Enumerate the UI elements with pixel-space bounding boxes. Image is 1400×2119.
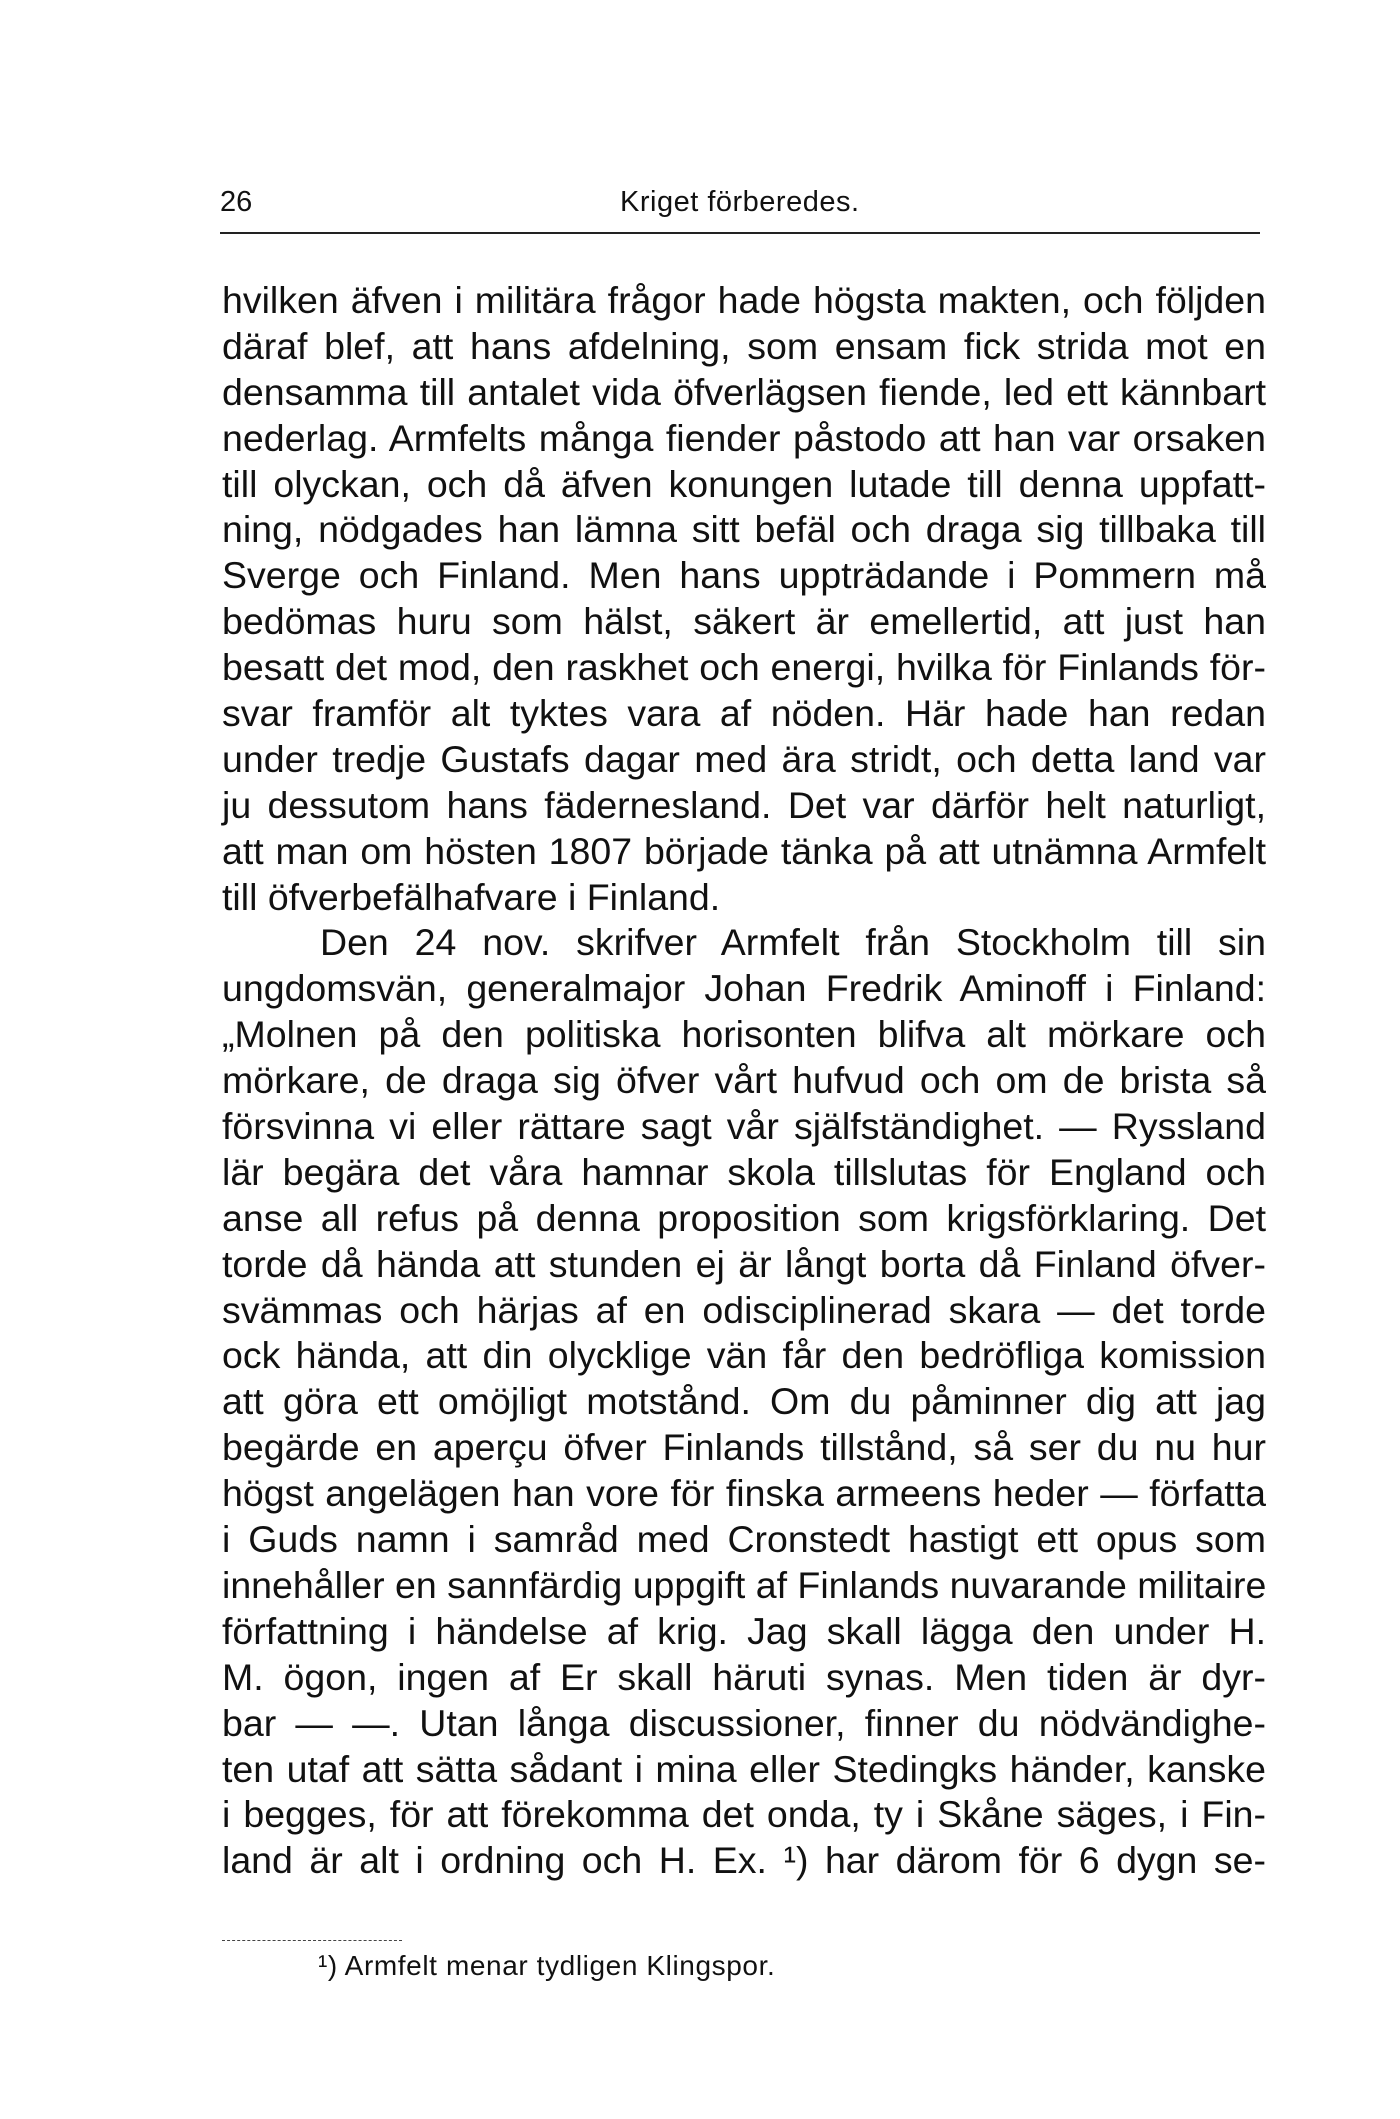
text-line: anse all refus på denna proposition som krigsförklaring. Det	[222, 1196, 1266, 1239]
text-line: M. ögon, ingen af Er skall häruti synas. Men tiden är dyr-	[222, 1655, 1266, 1698]
text-line: författning i händelse af krig. Jag skall lägga den under H.	[222, 1609, 1266, 1652]
text-line: högst angelägen han vore för finska armeens heder — författa	[222, 1472, 1266, 1515]
text-line: i Guds namn i samråd med Cronstedt hastigt ett opus som	[222, 1518, 1266, 1561]
text-line: att göra ett omöjligt motstånd. Om du påminner dig att jag	[222, 1380, 1266, 1423]
text-line: hvilken äfven i militära frågor hade högsta makten, och följden	[222, 279, 1266, 321]
text-line: innehåller en sannfärdig uppgift af Finlands nuvarande militaire	[222, 1563, 1267, 1606]
text-line: Den 24 nov. skrifver Armfelt från Stockholm till sin	[320, 921, 1266, 964]
text-line: bar — —. Utan långa discussioner, finner du nödvändighe-	[222, 1701, 1266, 1744]
text-line: försvinna vi eller rättare sagt vår själfständighet. — Ryssland	[222, 1105, 1266, 1148]
footnote-rule	[222, 1940, 402, 1941]
text-line: svämmas och härjas af en odisciplinerad skara — det torde	[222, 1288, 1266, 1331]
text-line: ungdomsvän, generalmajor Johan Fredrik Aminoff i Finland:	[222, 967, 1266, 1010]
text-line: torde då hända att stunden ej är långt borta då Finland öfver-	[222, 1242, 1266, 1285]
text-line: till olyckan, och då äfven konungen lutade till denna uppfatt-	[222, 462, 1266, 505]
text-line: i begges, för att förekomma det onda, ty i Skåne säges, i Fin-	[222, 1793, 1266, 1836]
text-line: svar framför alt tyktes vara af nöden. Här hade han redan	[222, 692, 1266, 735]
page-number: 26	[220, 186, 253, 218]
text-line: till öfverbefälhafvare i Finland.	[222, 875, 721, 918]
text-line: begärde en aperçu öfver Finlands tillstånd, så ser du nu hur	[222, 1426, 1266, 1469]
text-line: densamma till antalet vida öfverlägsen fiende, led ett kännbart	[222, 370, 1266, 413]
text-line: Sverge och Finland. Men hans uppträdande i Pommern må	[222, 554, 1266, 597]
text-line: mörkare, de draga sig öfver vårt hufvud och om de brista så	[222, 1059, 1266, 1102]
text-line: däraf blef, att hans afdelning, som ensam fick strida mot en	[222, 324, 1266, 367]
text-line: att man om hösten 1807 började tänka på att utnämna Armfelt	[222, 829, 1266, 872]
page-header	[220, 178, 1260, 238]
text-line: ten utaf att sätta sådant i mina eller Stedingks händer, kanske	[222, 1747, 1266, 1790]
running-title: Kriget förberedes.	[620, 186, 860, 218]
footnote: ¹) Armfelt menar tydligen Klingspor.	[318, 1950, 776, 1981]
text-line: nederlag. Armfelts många fiender påstodo att han var orsaken	[222, 416, 1266, 459]
text-line: ock hända, att din olycklige vän får den bedröfliga komission	[222, 1334, 1266, 1377]
text-line: bedömas huru som hälst, säkert är emellertid, att just han	[222, 600, 1266, 643]
text-line: land är alt i ordning och H. Ex. ¹) har därom för 6 dygn se-	[222, 1839, 1266, 1882]
body-text	[222, 278, 1266, 1884]
text-line: lär begära det våra hamnar skola tillslutas för England och	[222, 1150, 1266, 1193]
text-line: ning, nödgades han lämna sitt befäl och draga sig tillbaka till	[222, 508, 1266, 551]
header-rule	[220, 232, 1260, 234]
text-line: besatt det mod, den raskhet och energi, hvilka för Finlands för-	[222, 646, 1266, 689]
text-line: under tredje Gustafs dagar med ära stridt, och detta land var	[222, 737, 1266, 780]
text-line: ju dessutom hans fädernesland. Det var därför helt naturligt,	[222, 783, 1266, 826]
text-line: „Molnen på den politiska horisonten blifva alt mörkare och	[222, 1013, 1266, 1056]
